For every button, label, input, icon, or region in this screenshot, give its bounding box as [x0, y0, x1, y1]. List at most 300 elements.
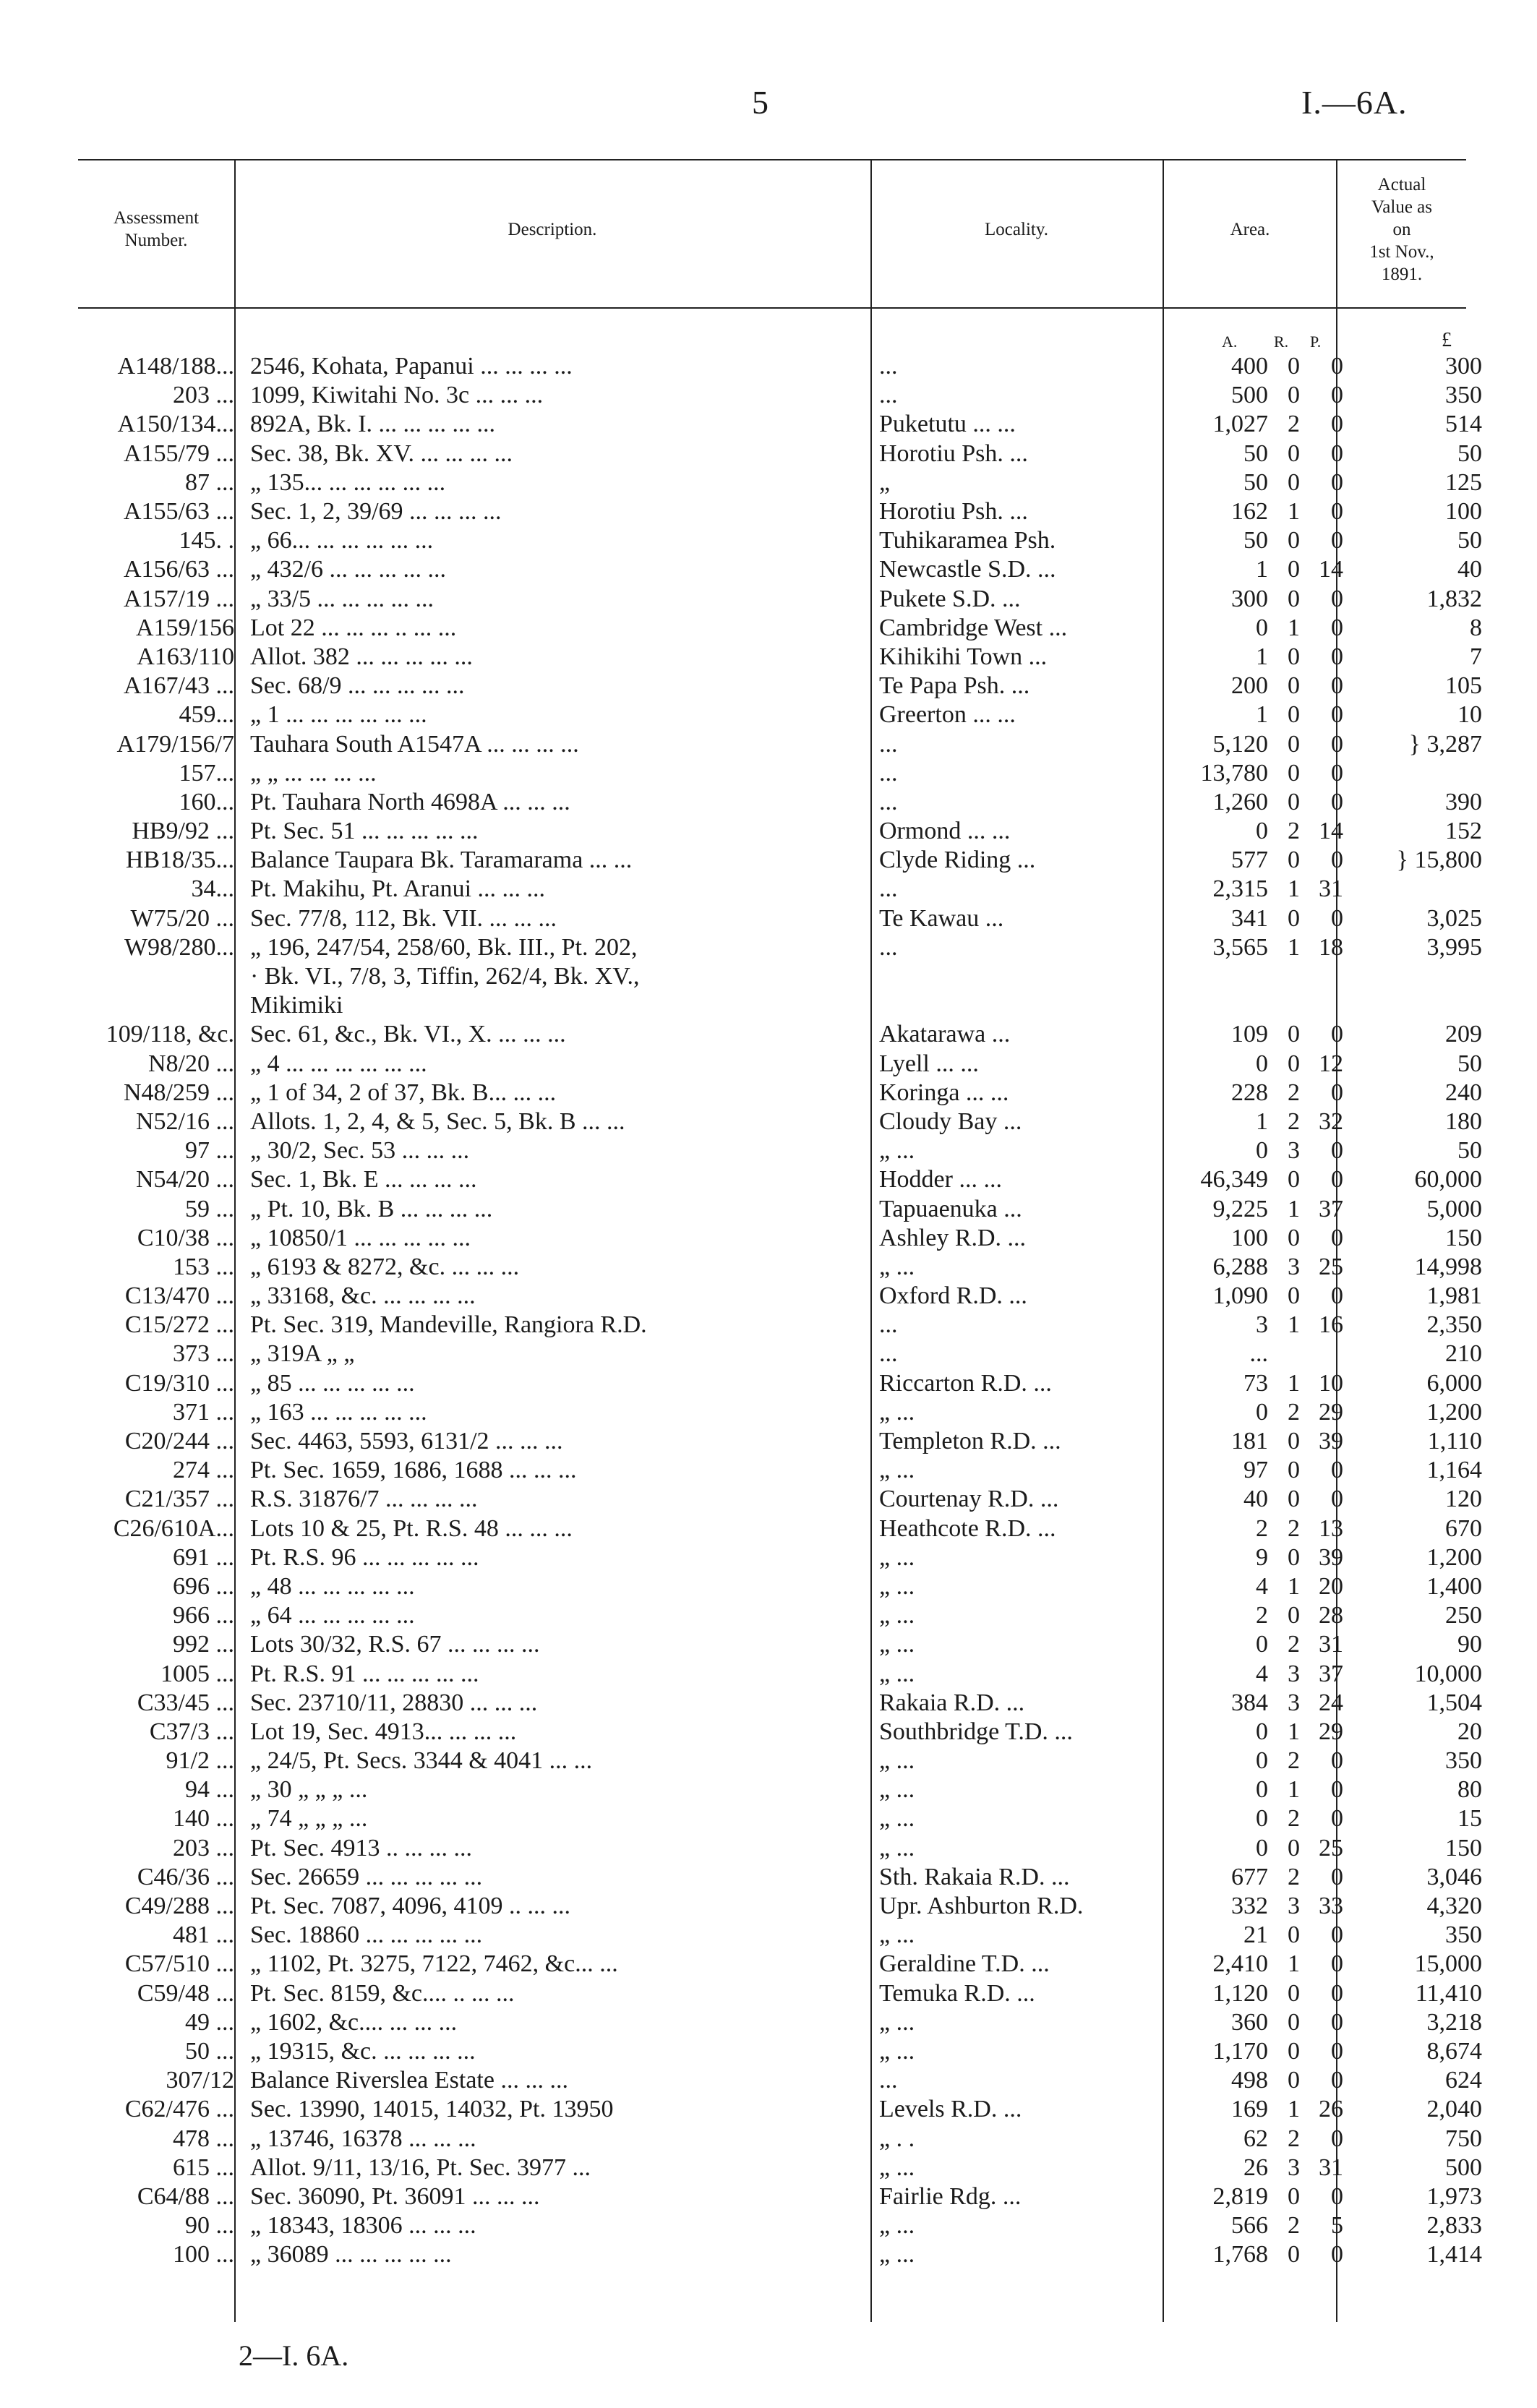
cell-area-perches: 0 [1331, 2067, 1343, 2094]
cell-locality: Newcastle S.D. ... [879, 556, 1056, 583]
cell-area-acres: 73 [1243, 1369, 1268, 1397]
cell-area-perches: 37 [1319, 1195, 1343, 1222]
cell-area-acres: 162 [1231, 498, 1268, 526]
cell-assessment-number [78, 991, 240, 1020]
cell-area-perches: 0 [1331, 1137, 1343, 1165]
cell-area-acres: 400 [1231, 353, 1268, 380]
cell-description: „ 64 ... ... ... ... ... [250, 1602, 415, 1629]
cell-locality: „ ... [879, 1834, 915, 1861]
cell-area-roods: 0 [1288, 468, 1300, 496]
cell-area-acres: 0 [1256, 818, 1268, 845]
cell-area-perches: 0 [1331, 2241, 1343, 2268]
cell-area-perches: 0 [1331, 904, 1343, 932]
cell-area-acres: 0 [1256, 1398, 1268, 1426]
cell-locality: „ ... [879, 1660, 915, 1687]
cell-actual-value: 90 [1457, 1631, 1482, 1658]
cell-assessment-number [78, 962, 240, 991]
cell-actual-value: 15 [1457, 1805, 1482, 1833]
cell-area-roods: 1 [1288, 1195, 1300, 1222]
table-row [78, 1369, 1486, 1398]
cell-actual-value: } 3,287 [1408, 730, 1482, 758]
cell-description: Sec. 26659 ... ... ... ... ... [250, 1863, 483, 1890]
cell-area-roods: 1 [1288, 1776, 1300, 1804]
cell-assessment-number: N48/259 ... [124, 1079, 234, 1106]
cell-area-acres: 1,120 [1212, 1979, 1268, 2007]
cell-area-acres: 9,225 [1212, 1195, 1268, 1222]
cell-description: „ 1 of 34, 2 of 37, Bk. B... ... ... [250, 1079, 557, 1106]
cell-description: „ 30/2, Sec. 53 ... ... ... [250, 1137, 470, 1165]
cell-locality: „ ... [879, 1747, 915, 1775]
cell-area-perches: 0 [1331, 672, 1343, 700]
cell-assessment-number: 91/2 ... [166, 1747, 234, 1775]
unit-roods: R. [1274, 333, 1289, 351]
document-code: I.—6A. [1301, 84, 1408, 121]
cell-area-perches: 0 [1331, 1021, 1343, 1048]
column-headers [78, 160, 1466, 305]
cell-locality: Hodder ... ... [879, 1166, 1002, 1194]
cell-area-roods: 1 [1288, 1311, 1300, 1339]
cell-area-perches: 0 [1331, 730, 1343, 758]
cell-actual-value: 624 [1445, 2067, 1482, 2094]
cell-area-perches: 18 [1319, 933, 1343, 961]
cell-locality: Greerton ... ... [879, 701, 1016, 729]
cell-description: Sec. 36090, Pt. 36091 ... ... ... [250, 2182, 540, 2210]
cell-assessment-number: C62/476 ... [124, 2096, 234, 2123]
cell-assessment-number: C59/48 ... [137, 1979, 234, 2007]
table-row [78, 729, 1486, 758]
cell-area-acres: 0 [1256, 1805, 1268, 1833]
cell-actual-value: 1,110 [1427, 1428, 1482, 1455]
cell-locality: Sth. Rakaia R.D. ... [879, 1863, 1070, 1890]
cell-locality: Puketutu ... ... [879, 411, 1016, 438]
cell-assessment-number: A150/134... [117, 411, 234, 438]
cell-actual-value: 100 [1445, 498, 1482, 526]
cell-area-acres: 181 [1231, 1428, 1268, 1455]
cell-actual-value: 3,995 [1426, 933, 1482, 961]
cell-area-roods: 0 [1288, 788, 1300, 815]
cell-locality: Lyell ... ... [879, 1050, 979, 1077]
cell-locality: Courtenay R.D. ... [879, 1486, 1059, 1513]
cell-area-acres: 50 [1243, 527, 1268, 554]
cell-locality: „ ... [879, 2241, 915, 2268]
cell-assessment-number: C15/272 ... [124, 1311, 234, 1339]
cell-area-acres: 0 [1256, 1718, 1268, 1745]
cell-area-roods: 3 [1288, 1137, 1300, 1165]
cell-area-roods: 0 [1288, 585, 1300, 612]
cell-assessment-number: C10/38 ... [137, 1224, 234, 1251]
cell-actual-value: 50 [1457, 1050, 1482, 1077]
cell-area-perches: 0 [1331, 701, 1343, 729]
cell-area-acres: 13,780 [1200, 759, 1268, 787]
table-row [78, 2008, 1486, 2037]
cell-area-acres [1171, 962, 1268, 991]
table-row [78, 672, 1486, 700]
cell-assessment-number: N8/20 ... [148, 1050, 234, 1077]
cell-assessment-number: 1005 ... [160, 1660, 234, 1687]
cell-assessment-number: C21/357 ... [124, 1486, 234, 1513]
cell-assessment-number: 203 ... [173, 382, 234, 409]
cell-area-perches: 32 [1319, 1107, 1343, 1135]
cell-locality: „ ... [879, 1543, 915, 1571]
cell-description: „ 74 „ „ „ ... [250, 1805, 368, 1833]
cell-description: Pt. Tauhara North 4698A ... ... ... [250, 788, 570, 815]
cell-assessment-number: 97 ... [185, 1137, 234, 1165]
table-row [78, 962, 1486, 991]
cell-locality: ... [879, 730, 898, 758]
cell-assessment-number: 459... [179, 701, 234, 729]
cell-area-roods: 2 [1288, 1107, 1300, 1135]
cell-area-perches [1300, 1340, 1348, 1368]
cell-description: Pt. Sec. 1659, 1686, 1688 ... ... ... [250, 1457, 577, 1484]
cell-actual-value: 125 [1445, 468, 1482, 496]
cell-actual-value [1348, 759, 1486, 788]
cell-area-perches: 0 [1331, 759, 1343, 787]
cell-actual-value: 60,000 [1414, 1166, 1482, 1194]
cell-locality: ... [879, 933, 898, 961]
cell-area-roods: 1 [1288, 614, 1300, 641]
cell-area-roods: 1 [1288, 498, 1300, 526]
cell-area-acres: 498 [1231, 2067, 1268, 2094]
cell-area-perches: 0 [1331, 1457, 1343, 1484]
cell-area-perches: 0 [1331, 1863, 1343, 1890]
cell-actual-value: 120 [1445, 1486, 1482, 1513]
cell-actual-value: 500 [1445, 2154, 1482, 2181]
cell-assessment-number: 615 ... [173, 2154, 234, 2181]
cell-area-acres: 0 [1256, 1137, 1268, 1165]
cell-area-perches: 25 [1319, 1253, 1343, 1280]
page-number: 5 [752, 84, 768, 121]
cell-actual-value: 514 [1445, 411, 1482, 438]
cell-area-perches: 0 [1331, 847, 1343, 874]
cell-locality: „ ... [879, 1398, 915, 1426]
cell-description: „ 48 ... ... ... ... ... [250, 1572, 415, 1600]
printer-signature: 2—I. 6A. [239, 2339, 349, 2372]
cell-assessment-number: 87 ... [185, 468, 234, 496]
cell-actual-value: 390 [1445, 788, 1482, 815]
cell-area-acres: 50 [1243, 468, 1268, 496]
cell-actual-value: 3,218 [1426, 2008, 1482, 2036]
cell-assessment-number: 478 ... [173, 2125, 234, 2152]
cell-locality: Cambridge West ... [879, 614, 1068, 641]
cell-assessment-number: A179/156/7 [116, 730, 234, 758]
cell-area-acres: 50 [1243, 440, 1268, 467]
table-row [78, 2182, 1486, 2211]
cell-assessment-number: 49 ... [185, 2008, 234, 2036]
cell-assessment-number: 307/12 [166, 2067, 234, 2094]
cell-area-acres: 0 [1256, 614, 1268, 641]
cell-area-acres: 0 [1256, 1631, 1268, 1658]
cell-area-perches: 0 [1331, 1950, 1343, 1978]
cell-assessment-number: A155/79 ... [124, 440, 234, 467]
table-row [78, 2211, 1486, 2240]
table-row [78, 1572, 1486, 1601]
cell-assessment-number: A148/188... [117, 353, 234, 380]
cell-area-perches: 5 [1331, 2212, 1343, 2240]
cell-description: Allot. 9/11, 13/16, Pt. Sec. 3977 ... [250, 2154, 591, 2181]
table-row [78, 468, 1486, 497]
cell-area-acres: 360 [1231, 2008, 1268, 2036]
cell-description: „ 196, 247/54, 258/60, Bk. III., Pt. 202, [250, 933, 638, 961]
cell-description: Pt. Sec. 7087, 4096, 4109 .. ... ... [250, 1893, 570, 1920]
cell-actual-value: 6,000 [1426, 1369, 1482, 1397]
cell-actual-value: 2,833 [1426, 2212, 1482, 2240]
cell-assessment-number: N52/16 ... [136, 1107, 234, 1135]
cell-area-roods: 0 [1288, 1050, 1300, 1077]
column-header-value [1337, 160, 1466, 298]
cell-description: Pt. Sec. 4913 .. ... ... ... [250, 1834, 472, 1861]
cell-area-perches: 0 [1331, 382, 1343, 409]
cell-area-roods: 0 [1288, 440, 1300, 467]
cell-area-acres: 384 [1231, 1689, 1268, 1716]
cell-assessment-number: C64/88 ... [137, 2182, 234, 2210]
cell-area-roods: 3 [1288, 1660, 1300, 1687]
cell-area-perches: 37 [1319, 1660, 1343, 1687]
column-header-value-line-5: 1891. [1381, 264, 1423, 284]
cell-assessment-number: C20/244 ... [124, 1428, 234, 1455]
cell-locality: ... [879, 353, 898, 380]
cell-locality: „ . . [879, 2125, 915, 2152]
cell-actual-value: 240 [1445, 1079, 1482, 1106]
cell-area-acres: 577 [1231, 847, 1268, 874]
cell-area-acres: 4 [1256, 1572, 1268, 1600]
cell-area-perches: 0 [1331, 1282, 1343, 1310]
cell-description: Sec. 1, 2, 39/69 ... ... ... ... [250, 498, 502, 526]
cell-area-acres: 341 [1231, 904, 1268, 932]
cell-actual-value: 670 [1445, 1514, 1482, 1542]
cell-area-acres: 26 [1243, 2154, 1268, 2181]
table-row [78, 1194, 1486, 1223]
table-row [78, 1689, 1486, 1718]
page-header [0, 83, 1537, 127]
cell-description: Lot 22 ... ... ... .. ... ... [250, 614, 457, 641]
cell-description: „ 135... ... ... ... ... ... [250, 468, 446, 496]
cell-description: „ 85 ... ... ... ... ... [250, 1369, 415, 1397]
cell-area-roods: 0 [1288, 2241, 1300, 2268]
table-row [78, 1224, 1486, 1253]
table-row [78, 1630, 1486, 1659]
cell-area-roods: 1 [1288, 1369, 1300, 1397]
cell-area-acres: 300 [1231, 585, 1268, 612]
cell-assessment-number: A156/63 ... [124, 556, 234, 583]
column-header-area-text: Area. [1230, 219, 1270, 239]
cell-actual-value [1348, 875, 1486, 904]
cell-area-acres: 46,349 [1200, 1166, 1268, 1194]
cell-area-acres: ... [1249, 1340, 1268, 1368]
cell-locality: Geraldine T.D. ... [879, 1950, 1050, 1978]
cell-area-roods: 0 [1288, 1282, 1300, 1310]
cell-assessment-number: 109/118, &c. [106, 1021, 234, 1048]
cell-area-acres: 109 [1231, 1021, 1268, 1048]
cell-locality: „ ... [879, 2037, 915, 2065]
cell-assessment-number: C57/510 ... [124, 1950, 234, 1978]
cell-description: Sec. 4463, 5593, 6131/2 ... ... ... [250, 1428, 563, 1455]
cell-area-perches: 29 [1319, 1718, 1343, 1745]
cell-actual-value: 1,200 [1426, 1543, 1482, 1571]
column-header-locality [870, 160, 1163, 298]
cell-actual-value: 250 [1445, 1602, 1482, 1629]
cell-actual-value: 180 [1445, 1107, 1482, 1135]
cell-description: Balance Riverslea Estate ... ... ... [250, 2067, 568, 2094]
table-row [78, 410, 1486, 439]
column-header-value-line-2: Value as [1371, 197, 1432, 217]
table-row [78, 1398, 1486, 1427]
cell-area-perches: 31 [1319, 1631, 1343, 1658]
cell-locality: Te Papa Psh. ... [879, 672, 1030, 700]
cell-area-roods: 0 [1288, 1834, 1300, 1861]
cell-assessment-number: 696 ... [173, 1572, 234, 1600]
table-row [78, 555, 1486, 584]
cell-assessment-number: A157/19 ... [124, 585, 234, 612]
cell-area-roods: 0 [1288, 556, 1300, 583]
cell-description: Sec. 61, &c., Bk. VI., X. ... ... ... [250, 1021, 566, 1048]
cell-area-perches: 25 [1319, 1834, 1343, 1861]
table-row [78, 991, 1486, 1020]
cell-locality: Tapuaenuka ... [879, 1195, 1022, 1222]
cell-area-roods: 0 [1288, 1428, 1300, 1455]
cell-actual-value: 750 [1445, 2125, 1482, 2152]
cell-area-roods: 0 [1288, 1602, 1300, 1629]
cell-assessment-number: A159/156 [136, 614, 234, 641]
cell-actual-value: 1,400 [1426, 1572, 1482, 1600]
cell-area-perches: 39 [1319, 1428, 1343, 1455]
cell-area-roods: 0 [1288, 1224, 1300, 1251]
cell-area-roods: 0 [1288, 2008, 1300, 2036]
table-row [78, 1136, 1486, 1165]
table-row [78, 2240, 1486, 2269]
assessment-table [78, 352, 1486, 2269]
cell-assessment-number: 481 ... [173, 1921, 234, 1949]
cell-area-roods: 2 [1288, 2212, 1300, 2240]
table-row [78, 614, 1486, 643]
cell-assessment-number: 157... [179, 759, 234, 787]
cell-area-roods: 2 [1288, 1514, 1300, 1542]
cell-description: Sec. 13990, 14015, 14032, Pt. 13950 [250, 2096, 614, 2123]
header-bottom-rule [78, 307, 1466, 309]
cell-locality: ... [879, 759, 898, 787]
column-header-description-text: Description. [508, 219, 597, 239]
cell-area-roods: 2 [1288, 1079, 1300, 1106]
cell-area-roods: 3 [1288, 1893, 1300, 1920]
cell-area-roods: 0 [1288, 1979, 1300, 2007]
cell-area-acres: 0 [1256, 1050, 1268, 1077]
cell-locality: ... [879, 1311, 898, 1339]
cell-area-roods: 2 [1288, 1747, 1300, 1775]
cell-assessment-number: A167/43 ... [124, 672, 234, 700]
table-row [78, 1253, 1486, 1282]
cell-description: „ 10850/1 ... ... ... ... ... [250, 1224, 471, 1251]
cell-area-perches: 0 [1331, 2037, 1343, 2065]
cell-area-acres: 228 [1231, 1079, 1268, 1106]
cell-area-acres: 1,170 [1212, 2037, 1268, 2065]
cell-locality: „ ... [879, 1921, 915, 1949]
cell-actual-value: 152 [1445, 818, 1482, 845]
cell-actual-value: 50 [1457, 527, 1482, 554]
cell-description: „ 18343, 18306 ... ... ... [250, 2212, 476, 2240]
cell-description: Lots 10 & 25, Pt. R.S. 48 ... ... ... [250, 1514, 573, 1542]
cell-actual-value: 1,973 [1426, 2182, 1482, 2210]
cell-description: Pt. Makihu, Pt. Aranui ... ... ... [250, 875, 546, 903]
cell-description: Sec. 77/8, 112, Bk. VII. ... ... ... [250, 904, 557, 932]
cell-area-acres: 40 [1243, 1486, 1268, 1513]
cell-locality: „ ... [879, 1776, 915, 1804]
cell-locality: „ ... [879, 1602, 915, 1629]
cell-locality: Fairlie Rdg. ... [879, 2182, 1022, 2210]
cell-area-perches: 0 [1331, 1747, 1343, 1775]
cell-description: Sec. 18860 ... ... ... ... ... [250, 1921, 483, 1949]
cell-area-perches: 14 [1319, 556, 1343, 583]
cell-assessment-number: 140 ... [173, 1805, 234, 1833]
cell-area-roods: 1 [1288, 1718, 1300, 1745]
cell-area-perches: 12 [1319, 1050, 1343, 1077]
table-row [78, 2154, 1486, 2182]
table-row [78, 1979, 1486, 2008]
cell-area-roods [1268, 1340, 1300, 1368]
cell-description: „ 30 „ „ „ ... [250, 1776, 368, 1804]
table-row [78, 875, 1486, 904]
cell-locality: Riccarton R.D. ... [879, 1369, 1052, 1397]
cell-area-acres: 0 [1256, 1747, 1268, 1775]
table-row [78, 352, 1486, 381]
cell-locality: Heathcote R.D. ... [879, 1514, 1056, 1542]
table-row [78, 788, 1486, 817]
table-row [78, 1718, 1486, 1747]
cell-description: „ 66... ... ... ... ... ... [250, 527, 434, 554]
cell-area-perches: 0 [1331, 411, 1343, 438]
cell-actual-value: 40 [1457, 556, 1482, 583]
cell-actual-value: 7 [1470, 643, 1482, 670]
cell-description: Sec. 68/9 ... ... ... ... ... [250, 672, 465, 700]
cell-assessment-number: 691 ... [173, 1543, 234, 1571]
cell-description: „ 6193 & 8272, &c. ... ... ... [250, 1253, 520, 1280]
cell-area-perches: 0 [1331, 440, 1343, 467]
table-row [78, 904, 1486, 933]
cell-area-roods: 0 [1288, 904, 1300, 932]
cell-description: „ 319A „ „ [250, 1340, 355, 1368]
cell-area-acres: 1 [1256, 556, 1268, 583]
cell-assessment-number: W75/20 ... [130, 904, 234, 932]
cell-locality: „ ... [879, 1457, 915, 1484]
cell-locality: Ashley R.D. ... [879, 1224, 1027, 1251]
table-row [78, 1834, 1486, 1863]
cell-locality: Cloudy Bay ... [879, 1107, 1022, 1135]
column-header-locality-text: Locality. [985, 219, 1048, 239]
cell-area-perches: 0 [1331, 1921, 1343, 1949]
cell-description: „ 432/6 ... ... ... ... ... [250, 556, 447, 583]
cell-area-acres: 62 [1243, 2125, 1268, 2152]
cell-area-roods [1268, 991, 1300, 1020]
cell-area-perches: 0 [1331, 643, 1343, 670]
cell-area-acres: 500 [1231, 382, 1268, 409]
cell-area-acres: 1,768 [1212, 2241, 1268, 2268]
cell-description: Tauhara South A1547A ... ... ... ... [250, 730, 579, 758]
cell-area-roods: 2 [1288, 411, 1300, 438]
cell-locality: Pukete S.D. ... [879, 585, 1021, 612]
table-row [78, 1775, 1486, 1804]
cell-locality: ... [879, 382, 898, 409]
cell-area-acres: 2,410 [1212, 1950, 1268, 1978]
cell-area-roods: 1 [1288, 1572, 1300, 1600]
cell-locality: „ ... [879, 2154, 915, 2181]
table-row [78, 759, 1486, 788]
cell-actual-value: 20 [1457, 1718, 1482, 1745]
cell-locality: Oxford R.D. ... [879, 1282, 1027, 1310]
cell-area-roods: 0 [1288, 1166, 1300, 1194]
cell-area-perches: 20 [1319, 1572, 1343, 1600]
cell-actual-value: 1,414 [1426, 2241, 1482, 2268]
cell-description: Allot. 382 ... ... ... ... ... [250, 643, 473, 670]
table-row [78, 1543, 1486, 1572]
cell-assessment-number: A163/110 [137, 643, 234, 670]
